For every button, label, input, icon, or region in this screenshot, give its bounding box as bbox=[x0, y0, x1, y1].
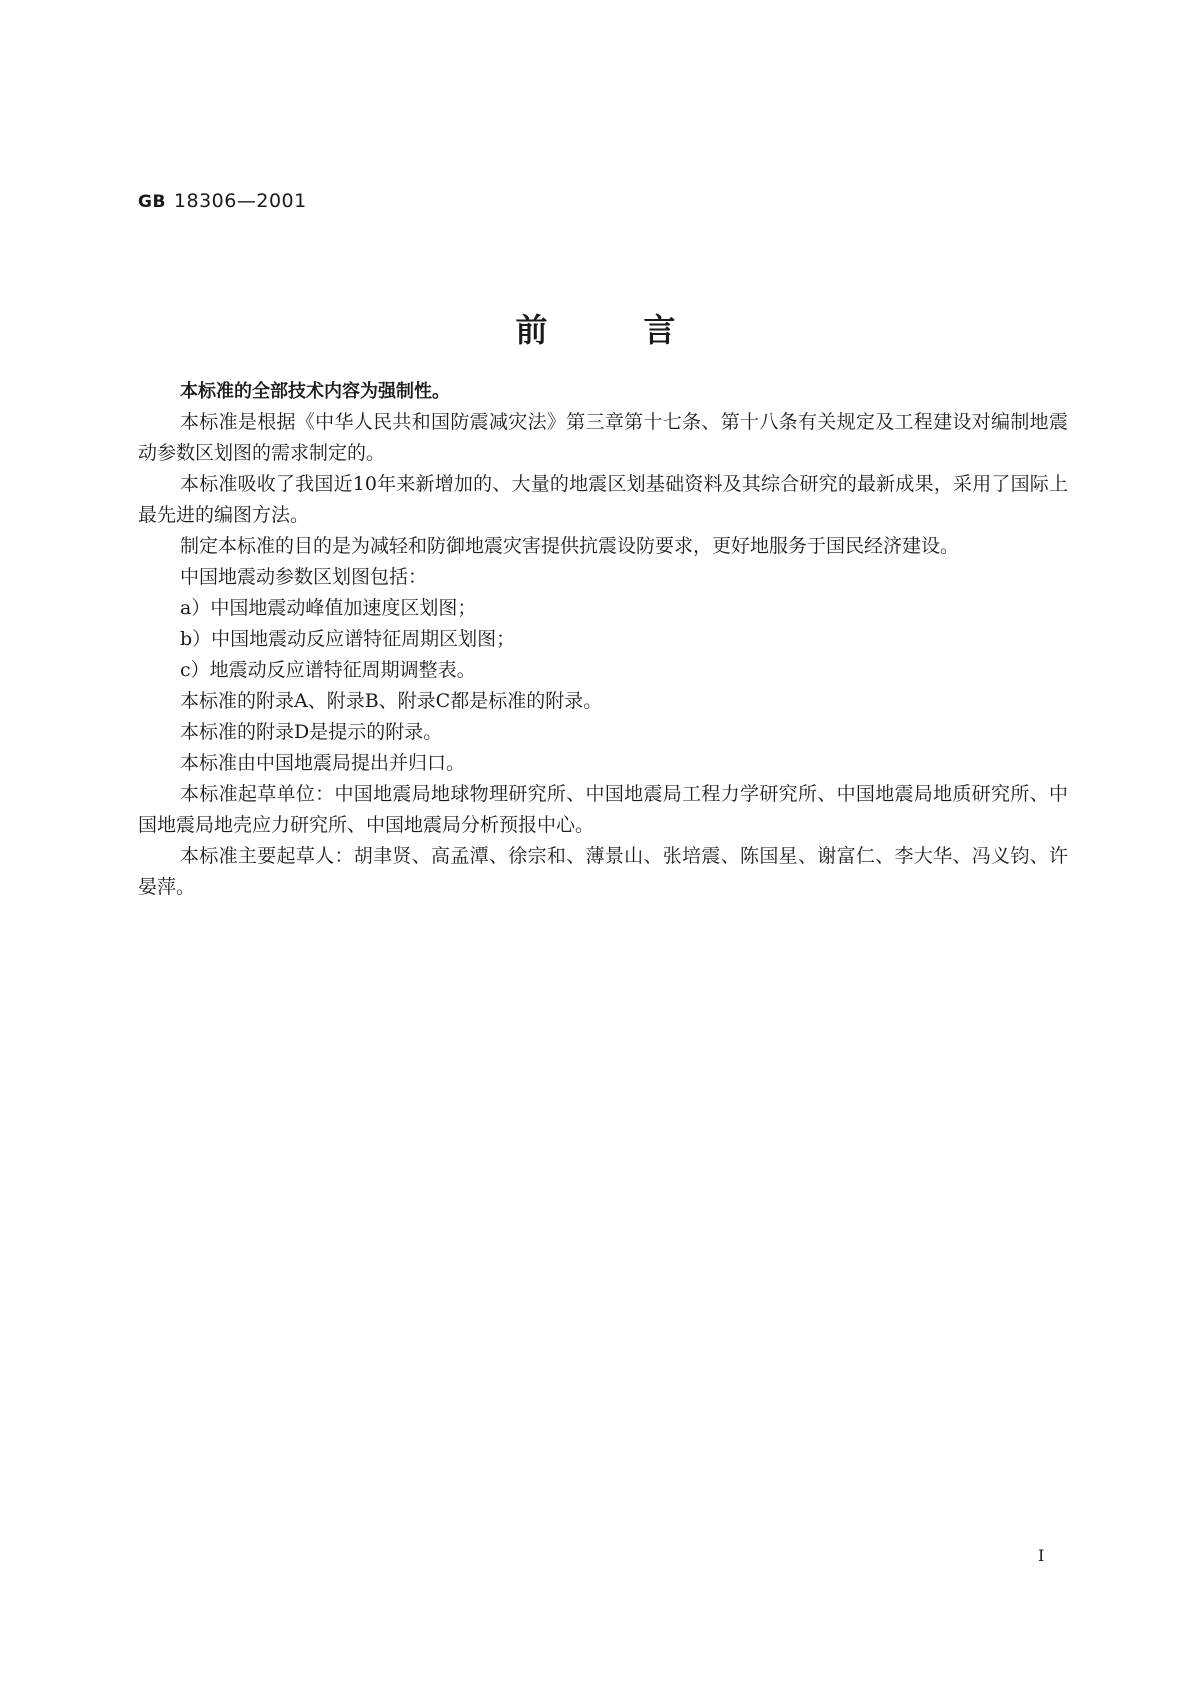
list-item: a）中国地震动峰值加速度区划图； bbox=[180, 597, 477, 619]
paragraph: 本标准起草单位：中国地震局地球物理研究所、中国地震局工程力学研究所、中国地震局地质研究所、中国地震局地壳应力研究所、中国地震局分析预报中心。 bbox=[138, 783, 1068, 836]
paragraph: 本标准的附录D是提示的附录。 bbox=[180, 721, 443, 743]
page-number: I bbox=[1038, 1546, 1045, 1565]
page-title: 前言 bbox=[515, 311, 772, 349]
foreword-body bbox=[138, 376, 1068, 903]
paragraph-mandatory-statement: 本标准的全部技术内容为强制性。 bbox=[180, 381, 450, 402]
paragraph: 本标准主要起草人：胡聿贤、高孟潭、徐宗和、薄景山、张培震、陈国星、谢富仁、李大华、冯义钧、许晏萍。 bbox=[138, 845, 1068, 898]
standard-number: 18306—2001 bbox=[173, 190, 307, 212]
paragraph: 本标准的附录A、附录B、附录C都是标准的附录。 bbox=[180, 690, 603, 712]
paragraph: 制定本标准的目的是为减轻和防御地震灾害提供抗震设防要求，更好地服务于国民经济建设。 bbox=[180, 535, 960, 557]
list-item: b）中国地震动反应谱特征周期区划图； bbox=[180, 628, 516, 650]
paragraph: 本标准吸收了我国近10年来新增加的、大量的地震区划基础资料及其综合研究的最新成果，采用了国际上最先进的编图方法。 bbox=[138, 473, 1068, 526]
paragraph: 本标准是根据《中华人民共和国防震减灾法》第三章第十七条、第十八条有关规定及工程建设对编制地震动参数区划图的需求制定的。 bbox=[138, 411, 1068, 464]
paragraph: 本标准由中国地震局提出并归口。 bbox=[180, 752, 466, 774]
paragraph: 中国地震动参数区划图包括： bbox=[180, 566, 428, 588]
standard-code bbox=[138, 188, 307, 212]
list-item: c）地震动反应谱特征周期调整表。 bbox=[180, 659, 476, 681]
standard-prefix: GB bbox=[138, 192, 166, 212]
